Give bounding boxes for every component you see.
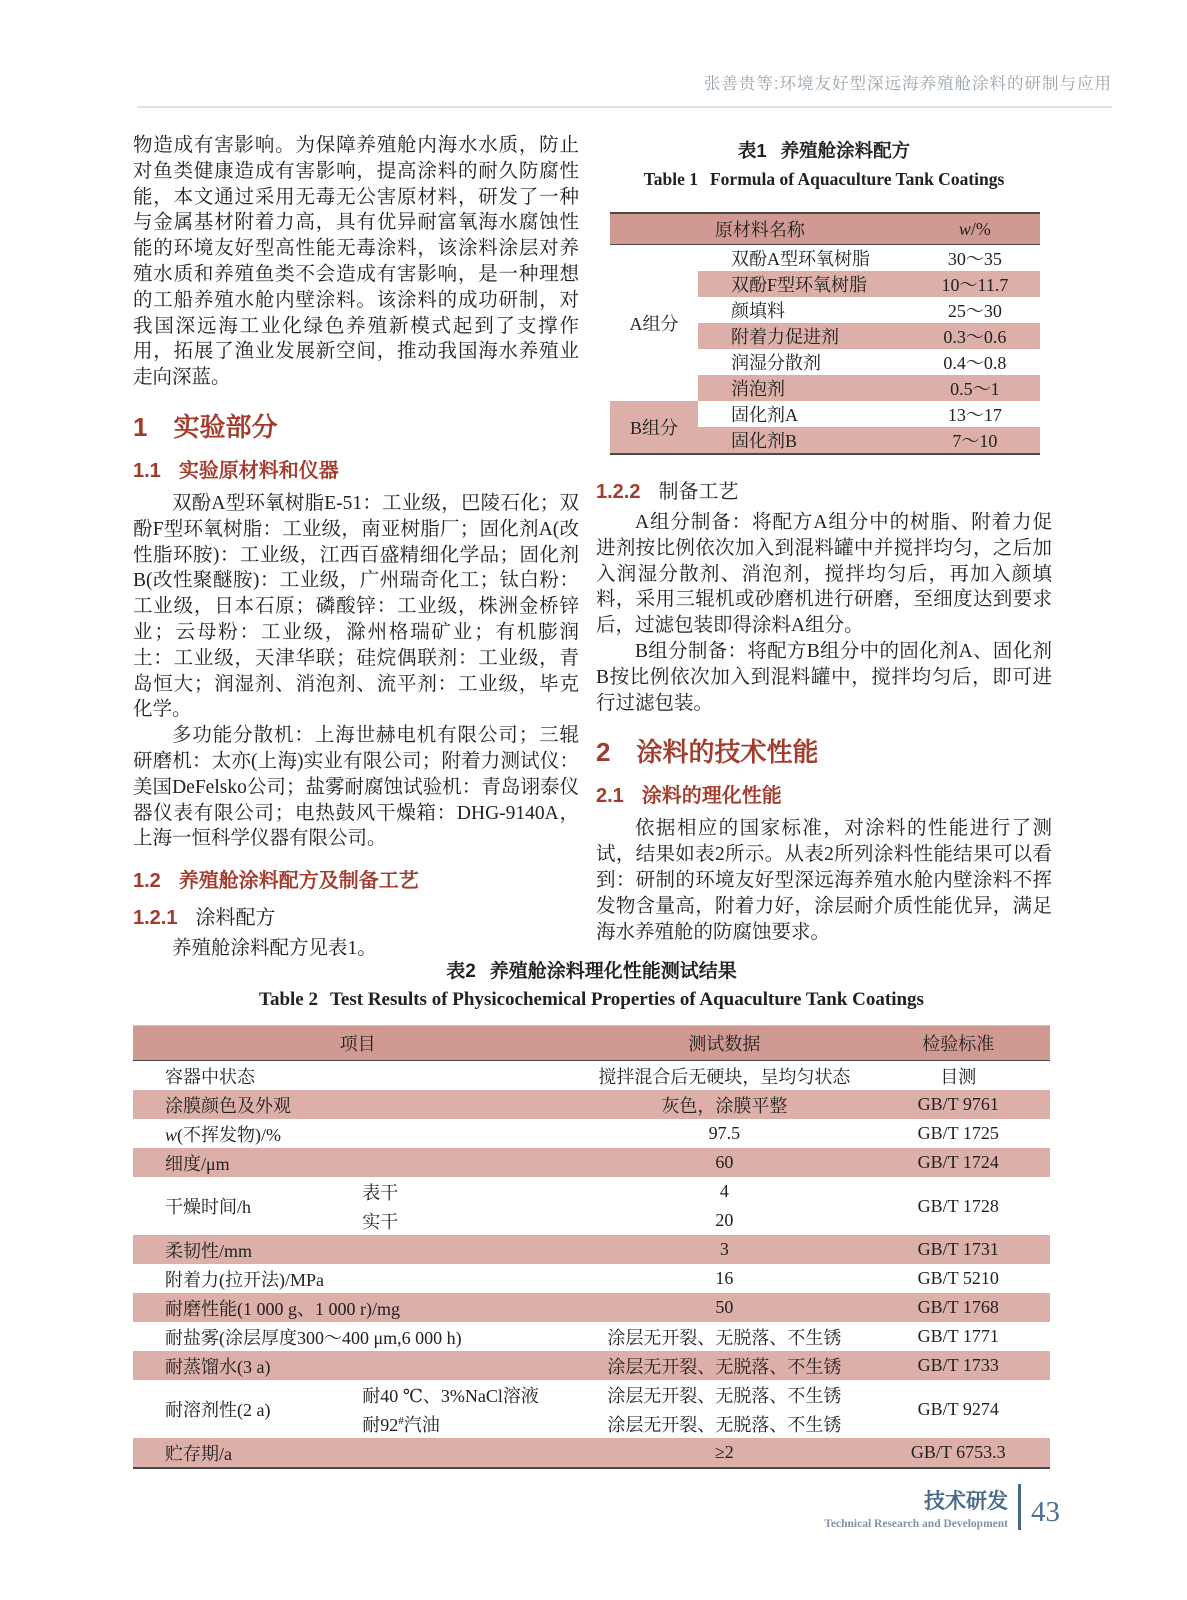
section-number: 1.1 xyxy=(133,459,161,482)
section-number: 1 xyxy=(133,411,148,442)
material-value: 0.5～1 xyxy=(910,375,1040,401)
standard: GB/T 1725 xyxy=(917,1123,999,1143)
section-heading-2 xyxy=(596,732,1052,769)
intro-paragraph: 物造成有害影响。为保障养殖舱内海水水质，防止对鱼类健康造成有害影响，提高涂料的耐久防腐性能，本文通过采用无毒无公害原材料，研发了一种与金属基材附着力高，具有优异耐富氧海水腐蚀性能的环境友好型高性能无毒涂料，该涂料涂层对养殖水质和养殖鱼类不会造成有害影响，是一种理想的工船养殖水舱内壁涂料。该涂料的成功研制，对我国深远海工业化绿色养殖新模式起到了支撑作用，拓展了渔业发展新空间，推动我国海水养殖业走向深蓝。 xyxy=(133,135,579,389)
table2-header-row xyxy=(133,1026,1050,1061)
test-data: 20 xyxy=(715,1210,734,1230)
material-name: 颜填料 xyxy=(730,301,785,321)
table1-label-en: Table 1 xyxy=(643,169,698,189)
table2-label-zh: 表2 xyxy=(446,961,476,982)
table2-row xyxy=(133,1235,1050,1264)
test-data: 50 xyxy=(582,1293,866,1322)
table1-label-zh: 表1 xyxy=(737,140,767,161)
material-name: 附着力促进剂 xyxy=(698,323,910,349)
test-data: 灰色，涂膜平整 xyxy=(582,1090,866,1119)
material-name: 固化剂A xyxy=(730,405,798,425)
property-name: 容器中状态 xyxy=(165,1066,255,1087)
section-heading-1-2-2 xyxy=(596,475,1052,504)
section-number: 1.2 xyxy=(133,870,161,893)
table2-header-std: 检验标准 xyxy=(866,1026,1050,1061)
test-data: 搅拌混合后无硬块，呈均匀状态 xyxy=(598,1066,851,1087)
section-heading-2-1 xyxy=(596,779,1052,808)
table2-row xyxy=(133,1061,1050,1091)
footer-section-en: Technical Research and Development xyxy=(824,1517,1008,1530)
property-name: 附着力(拉开法)/MPa xyxy=(165,1269,324,1290)
table2-row xyxy=(133,1322,1050,1351)
section-title: 涂料配方 xyxy=(195,907,276,930)
table1-title-zh xyxy=(596,137,1052,163)
table2-header-data: 测试数据 xyxy=(582,1026,866,1061)
material-name: 消泡剂 xyxy=(698,375,910,401)
property-name: 细度/μm xyxy=(133,1148,582,1177)
section-heading-1-1 xyxy=(133,454,579,483)
standard: GB/T 1731 xyxy=(866,1235,1050,1264)
section-heading-1-2 xyxy=(133,864,579,893)
property-name: 贮存期/a xyxy=(133,1438,582,1468)
footer-section xyxy=(824,1485,1008,1530)
property-name: 柔韧性/mm xyxy=(133,1235,582,1264)
sub-condition-sup: # xyxy=(398,1414,404,1427)
materials-paragraph: 双酚A型环氧树脂E-51：工业级，巴陵石化；双酚F型环氧树脂：工业级，南亚树脂厂；固化剂A(改性脂环胺)：工业级，江西百盛精细化学品；固化剂B(改性聚醚胺)：工业级，广州瑞奇化工；钛白粉：工业级，日本石原；磷酸锌：工业级，株洲金桥锌业；云母粉：工业级，滁州格瑞矿业；有机膨润土：工业级，天津华联；硅烷偶联剂：工业级，青岛恒大；润湿剂、消泡剂、流平剂：工业级，毕克化学。 xyxy=(133,492,579,721)
table2-row xyxy=(133,1119,1050,1148)
right-column xyxy=(596,133,1052,945)
running-head: 张善贵等:环境友好型深远海养殖舱涂料的研制与应用 xyxy=(703,75,1112,93)
standard: GB/T 5210 xyxy=(917,1268,999,1288)
table2 xyxy=(133,1025,1050,1469)
table2-row xyxy=(133,1177,1050,1206)
test-data: 97.5 xyxy=(708,1123,741,1143)
page-footer xyxy=(760,1484,1060,1530)
material-name: 固化剂B xyxy=(698,427,910,454)
table2-row xyxy=(133,1148,1050,1177)
instruments-paragraph: 多功能分散机：上海世赫电机有限公司；三辊研磨机：太亦(上海)实业有限公司；附着力测试仪：美国DeFelsko公司；盐雾耐腐蚀试验机：青岛诩泰仪器仪表有限公司；电热鼓风干燥箱：DHG-9140A，上海一恒科学仪器有限公司。 xyxy=(133,725,579,850)
standard: GB/T 1768 xyxy=(866,1293,1050,1322)
material-name: 润湿分散剂 xyxy=(730,353,821,373)
table1-title xyxy=(596,137,1052,190)
page-number: 43 xyxy=(1031,1495,1060,1528)
section-heading-1 xyxy=(133,407,579,444)
property-name-rest: (不挥发物)/% xyxy=(177,1124,281,1145)
section-title: 涂料的技术性能 xyxy=(636,737,819,768)
table2-row xyxy=(133,1264,1050,1293)
table1-title-en xyxy=(596,169,1052,190)
property-name: 耐盐雾(涂层厚度300～400 μm,6 000 h) xyxy=(165,1327,462,1348)
material-value: 0.4～0.8 xyxy=(943,353,1007,373)
property-name: 干燥时间/h xyxy=(165,1197,252,1217)
property-name: 耐磨性能(1 000 g、1 000 r)/mg xyxy=(133,1293,582,1322)
material-value: 25～30 xyxy=(947,301,1002,321)
property-name: 耐溶剂性(2 a) xyxy=(165,1400,271,1420)
test-data: 涂层无开裂、无脱落、不生锈 xyxy=(607,1327,842,1348)
test-data: ≥2 xyxy=(582,1438,866,1468)
sub-condition xyxy=(350,1409,582,1438)
table1-header-name: 原材料名称 xyxy=(610,213,910,245)
section-title: 养殖舱涂料配方及制备工艺 xyxy=(178,870,419,893)
test-data: 60 xyxy=(582,1148,866,1177)
section-title: 实验原材料和仪器 xyxy=(178,459,339,482)
table1-block xyxy=(596,137,1052,455)
standard: GB/T 6753.3 xyxy=(866,1438,1050,1468)
sub-condition-post: 汽油 xyxy=(403,1414,440,1435)
test-data: 涂层无开裂、无脱落、不生锈 xyxy=(607,1414,842,1435)
standard: GB/T 9761 xyxy=(866,1090,1050,1119)
material-value: 7～10 xyxy=(910,427,1040,454)
table1-row xyxy=(610,245,1040,272)
property-name: 涂膜颜色及外观 xyxy=(133,1090,582,1119)
standard: GB/T 1733 xyxy=(866,1351,1050,1380)
standard: GB/T 1724 xyxy=(866,1148,1050,1177)
property-name: 耐蒸馏水(3 a) xyxy=(133,1351,582,1380)
test-data: 涂层无开裂、无脱落、不生锈 xyxy=(607,1385,842,1406)
header-rule xyxy=(137,106,1112,108)
table2-row xyxy=(133,1351,1050,1380)
section-number: 2.1 xyxy=(596,785,624,808)
table2-header-item: 项目 xyxy=(133,1026,582,1061)
table1-caption-zh: 养殖舱涂料配方 xyxy=(780,140,911,161)
table1-header-row xyxy=(610,213,1040,245)
w-unit: /% xyxy=(970,218,991,239)
left-column xyxy=(133,133,579,962)
section-title: 涂料的理化性能 xyxy=(641,785,782,808)
formula-ref-paragraph: 养殖舱涂料配方见表1。 xyxy=(172,938,377,960)
standard: 目测 xyxy=(940,1066,977,1087)
table1-row xyxy=(610,401,1040,427)
table2-caption-zh: 养殖舱涂料理化性能测试结果 xyxy=(489,961,737,982)
table2-row xyxy=(133,1293,1050,1322)
footer-divider xyxy=(1018,1484,1021,1530)
standard: GB/T 1728 xyxy=(917,1195,999,1216)
table2-title xyxy=(133,956,1050,1011)
test-data: 4 xyxy=(719,1181,729,1201)
table2-title-zh xyxy=(133,956,1050,983)
table2-row xyxy=(133,1438,1050,1468)
test-data: 3 xyxy=(582,1235,866,1264)
table2-row xyxy=(133,1090,1050,1119)
table2-label-en: Table 2 xyxy=(259,989,318,1010)
standard: GB/T 1771 xyxy=(917,1326,999,1346)
group-a-label: A组分 xyxy=(629,314,679,334)
section-number: 1.2.1 xyxy=(133,907,178,930)
section-heading-1-2-1 xyxy=(133,901,579,930)
table1-header-w xyxy=(910,213,1040,245)
performance-paragraph: 依据相应的国家标准，对涂料的性能进行了测试，结果如表2所示。从表2所列涂料性能结果可以看到：研制的环境友好型深远海养殖水舱内壁涂料不挥发物含量高，附着力好，涂层耐介质性能优异，满足海水养殖舱的防腐蚀要求。 xyxy=(596,818,1052,943)
section-number: 1.2.2 xyxy=(596,481,641,503)
w-symbol: w xyxy=(165,1124,178,1145)
footer-section-zh: 技术研发 xyxy=(924,1489,1008,1513)
table2-title-en xyxy=(133,989,1050,1011)
standard: GB/T 9274 xyxy=(917,1398,999,1419)
material-value: 10～11.7 xyxy=(910,271,1040,297)
table2-row xyxy=(133,1380,1050,1409)
material-value: 30～35 xyxy=(947,249,1002,269)
material-value: 0.3～0.6 xyxy=(910,323,1040,349)
prep-b-paragraph: B组分制备：将配方B组分中的固化剂A、固化剂B按比例依次加入到混料罐中，搅拌均匀后，即可进行过滤包装。 xyxy=(596,640,1052,714)
test-data: 涂层无开裂、无脱落、不生锈 xyxy=(582,1351,866,1380)
material-name: 双酚A型环氧树脂 xyxy=(730,249,870,269)
section-title: 实验部分 xyxy=(173,411,278,442)
section-number: 2 xyxy=(596,737,611,768)
test-data: 16 xyxy=(715,1268,734,1288)
sub-condition: 表干 xyxy=(362,1182,399,1203)
sub-condition: 实干 xyxy=(362,1211,399,1232)
table1 xyxy=(610,212,1040,455)
sub-condition: 耐40 ℃、3%NaCl溶液 xyxy=(362,1385,539,1406)
property-name xyxy=(133,1119,582,1148)
sub-condition-pre: 耐92 xyxy=(362,1414,399,1435)
section-title: 制备工艺 xyxy=(658,481,739,503)
material-name: 双酚F型环氧树脂 xyxy=(698,271,910,297)
table2-caption-en: Test Results of Physicochemical Properties of Aquaculture Tank Coatings xyxy=(330,989,924,1010)
table1-caption-en: Formula of Aquaculture Tank Coatings xyxy=(709,169,1005,189)
prep-a-paragraph: A组分制备：将配方A组分中的树脂、附着力促进剂按比例依次加入到混料罐中并搅拌均匀，之后加入润湿分散剂、消泡剂，搅拌均匀后，再加入颜填料，采用三辊机或砂磨机进行研磨，至细度达到要求后，过滤包装即得涂料A组分。 xyxy=(596,512,1052,637)
material-value: 13～17 xyxy=(947,405,1002,425)
table2-block xyxy=(133,956,1050,1469)
w-symbol: w xyxy=(958,218,971,239)
group-b-label: B组分 xyxy=(610,401,698,454)
